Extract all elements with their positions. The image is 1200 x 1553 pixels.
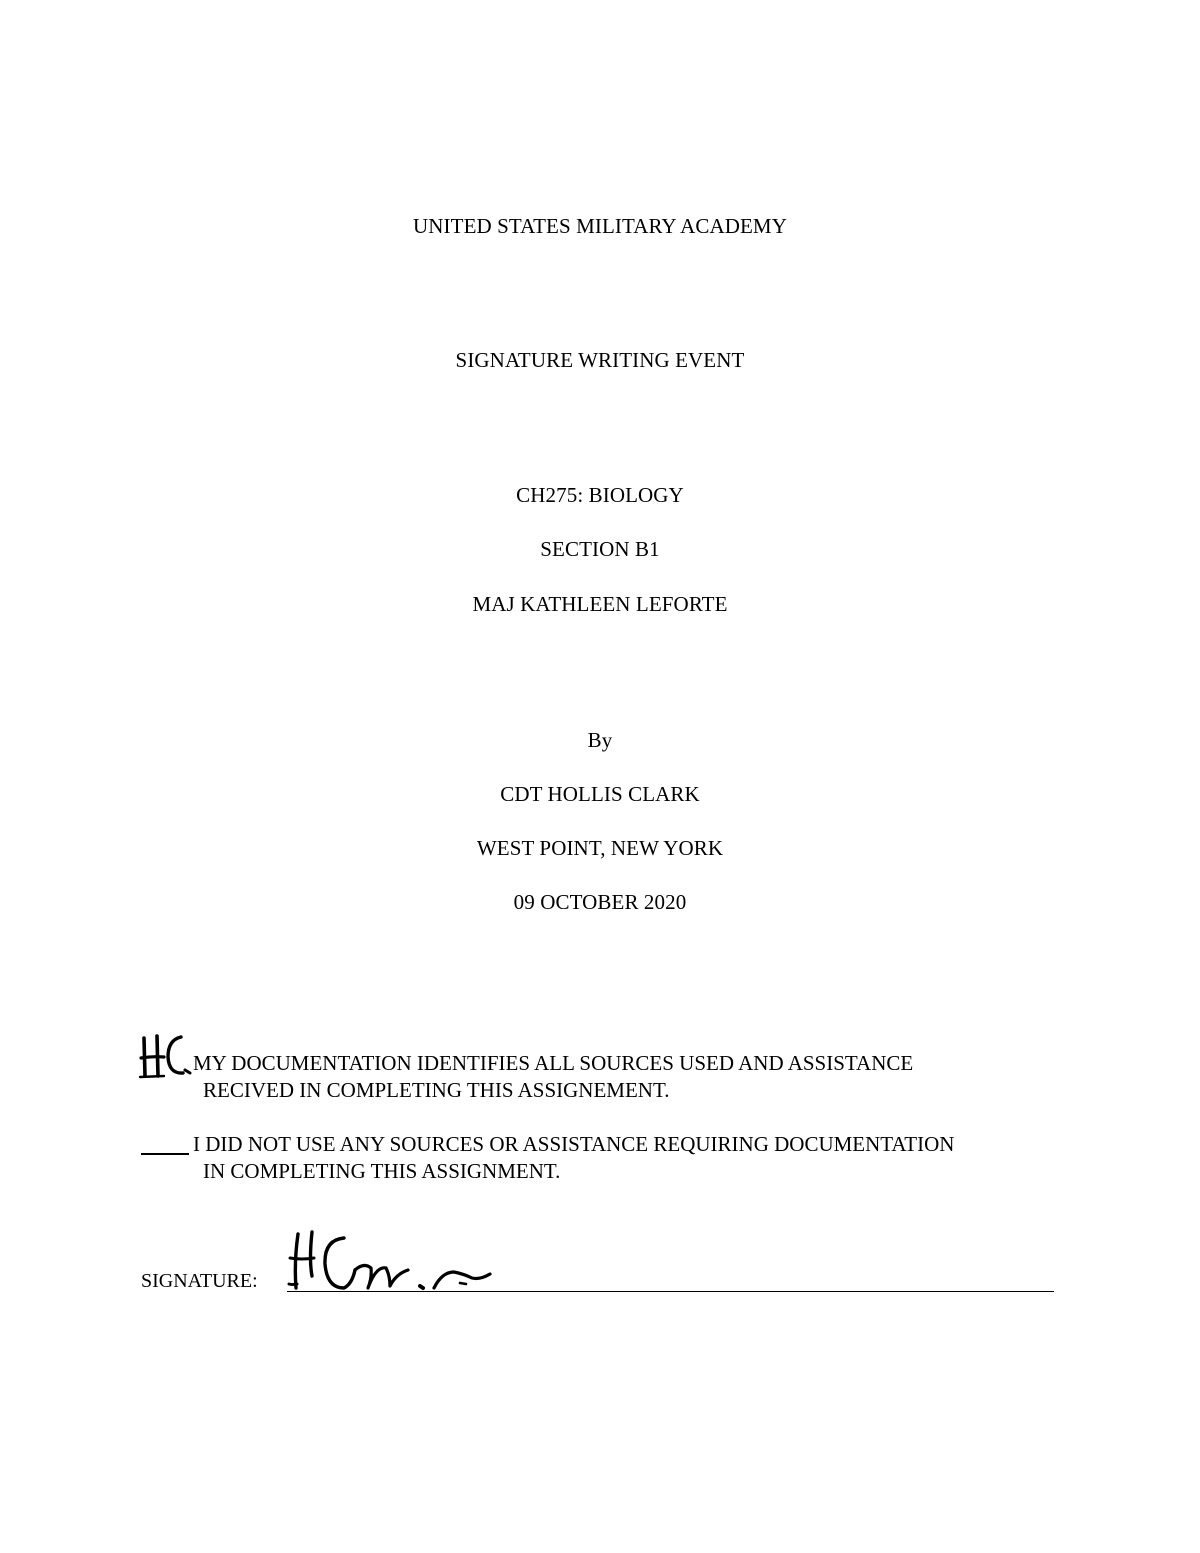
handwritten-initials-icon	[138, 1030, 194, 1084]
instructor-name: MAJ KATHLEEN LEFORTE	[472, 592, 728, 616]
option2-line1: I DID NOT USE ANY SOURCES OR ASSISTANCE REQUIRING DOCUMENTATION	[193, 1132, 955, 1156]
institution-title: UNITED STATES MILITARY ACADEMY	[413, 214, 787, 238]
course-code: CH275: BIOLOGY	[516, 483, 684, 507]
option1-line1: MY DOCUMENTATION IDENTIFIES ALL SOURCES USED AND ASSISTANCE	[193, 1051, 914, 1075]
option2-initials-blank[interactable]	[141, 1153, 189, 1155]
option1-line2: RECIVED IN COMPLETING THIS ASSIGNEMENT.	[203, 1078, 670, 1102]
document-date: 09 OCTOBER 2020	[513, 890, 687, 914]
option2-line2: IN COMPLETING THIS ASSIGNMENT.	[203, 1159, 561, 1183]
handwritten-signature-icon	[284, 1222, 498, 1294]
author-name: CDT HOLLIS CLARK	[500, 782, 700, 806]
by-label: By	[587, 728, 613, 752]
event-title: SIGNATURE WRITING EVENT	[455, 348, 745, 372]
signature-label: SIGNATURE:	[141, 1270, 258, 1292]
course-section: SECTION B1	[540, 537, 660, 561]
author-location: WEST POINT, NEW YORK	[476, 836, 724, 860]
